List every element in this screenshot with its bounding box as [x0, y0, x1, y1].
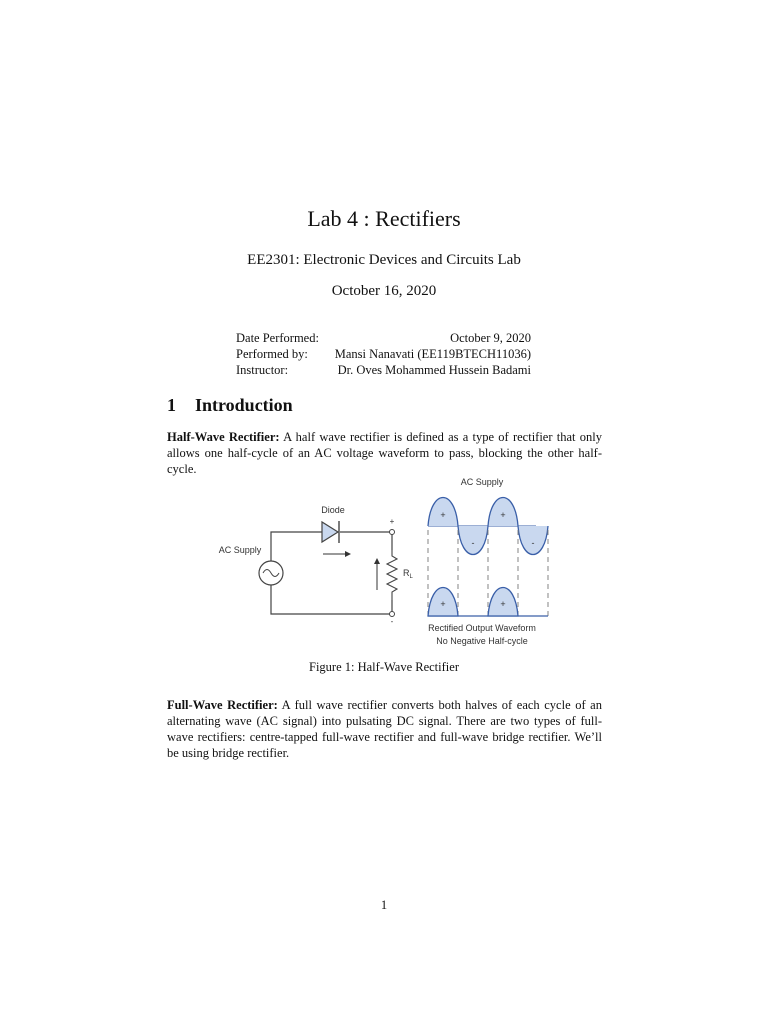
meta-value: Dr. Oves Mohammed Hussein Badami — [337, 363, 531, 377]
meta-label: Instructor: — [236, 363, 289, 377]
document-date: October 16, 2020 — [331, 283, 437, 299]
meta-row-instructor — [236, 362, 531, 378]
rectified-label-line2: No Negative Half-cycle — [436, 636, 528, 646]
meta-label: Date Performed: — [236, 331, 319, 345]
paragraph-full-wave — [167, 697, 602, 761]
page-number: 1 — [380, 898, 388, 912]
section-title: Introduction — [195, 395, 293, 415]
paragraph-half-wave — [167, 429, 602, 477]
ac-source-symbol — [259, 561, 283, 585]
positive-half-label: + — [440, 510, 446, 520]
ac-supply-top-label: AC Supply — [460, 477, 504, 487]
term-half-wave: Half-Wave Rectifier: — [167, 430, 280, 444]
positive-half-label: + — [500, 599, 506, 609]
meta-row-date — [236, 330, 531, 346]
positive-half-label: + — [500, 510, 506, 520]
output-terminal-bottom — [390, 612, 395, 617]
meta-row-performer — [236, 346, 531, 362]
section-number: 1 — [167, 395, 176, 415]
load-label-sub: L — [409, 574, 413, 580]
negative-half-label: - — [531, 538, 535, 548]
ac-input-waveform — [428, 498, 548, 555]
voltage-arrow-icon — [374, 558, 380, 590]
term-full-wave: Full-Wave Rectifier: — [167, 698, 278, 712]
current-arrow-icon — [323, 551, 351, 557]
resistor-symbol — [387, 550, 397, 600]
half-wave-rectifier-figure — [212, 472, 552, 652]
paragraph-text: A half wave rectifier is defined as a type of rectifier that only allows one half-cycle of an AC voltage waveform to pass, blocking the other half-cycle. — [167, 430, 602, 476]
meta-value: October 9, 2020 — [450, 331, 531, 345]
ac-supply-label: AC Supply — [218, 545, 262, 555]
meta-label: Performed by: — [236, 347, 308, 361]
negative-half-label: - — [471, 538, 475, 548]
rectified-label-line1: Rectified Output Waveform — [428, 623, 536, 633]
terminal-plus-label: + — [389, 517, 395, 526]
diode-label: Diode — [321, 505, 345, 515]
paragraph-text: A full wave rectifier converts both halves of each cycle of an alternating wave (AC signal) into pulsating DC signal. There are two types of full-wave rectifiers: centre-tapped full-wave rectifier and full-wave bridge rectifier. We’ll be using bridge rectifier. — [167, 698, 602, 760]
diode-symbol — [322, 521, 339, 543]
positive-half-label: + — [440, 599, 446, 609]
course-name: EE2301: Electronic Devices and Circuits Lab — [247, 252, 521, 268]
load-label — [403, 568, 414, 580]
load-label-main: R — [403, 568, 410, 578]
rectified-output-waveform — [428, 588, 548, 617]
figure-caption: Figure 1: Half-Wave Rectifier — [309, 660, 459, 674]
terminal-minus-label: - — [390, 617, 394, 626]
section-heading — [167, 395, 293, 416]
output-terminal-top — [390, 530, 395, 535]
circuit-wires — [271, 532, 392, 614]
meta-value: Mansi Nanavati (EE119BTECH11036) — [334, 347, 531, 361]
document-title: Lab 4 : Rectifiers — [307, 206, 461, 231]
meta-table — [236, 330, 531, 378]
